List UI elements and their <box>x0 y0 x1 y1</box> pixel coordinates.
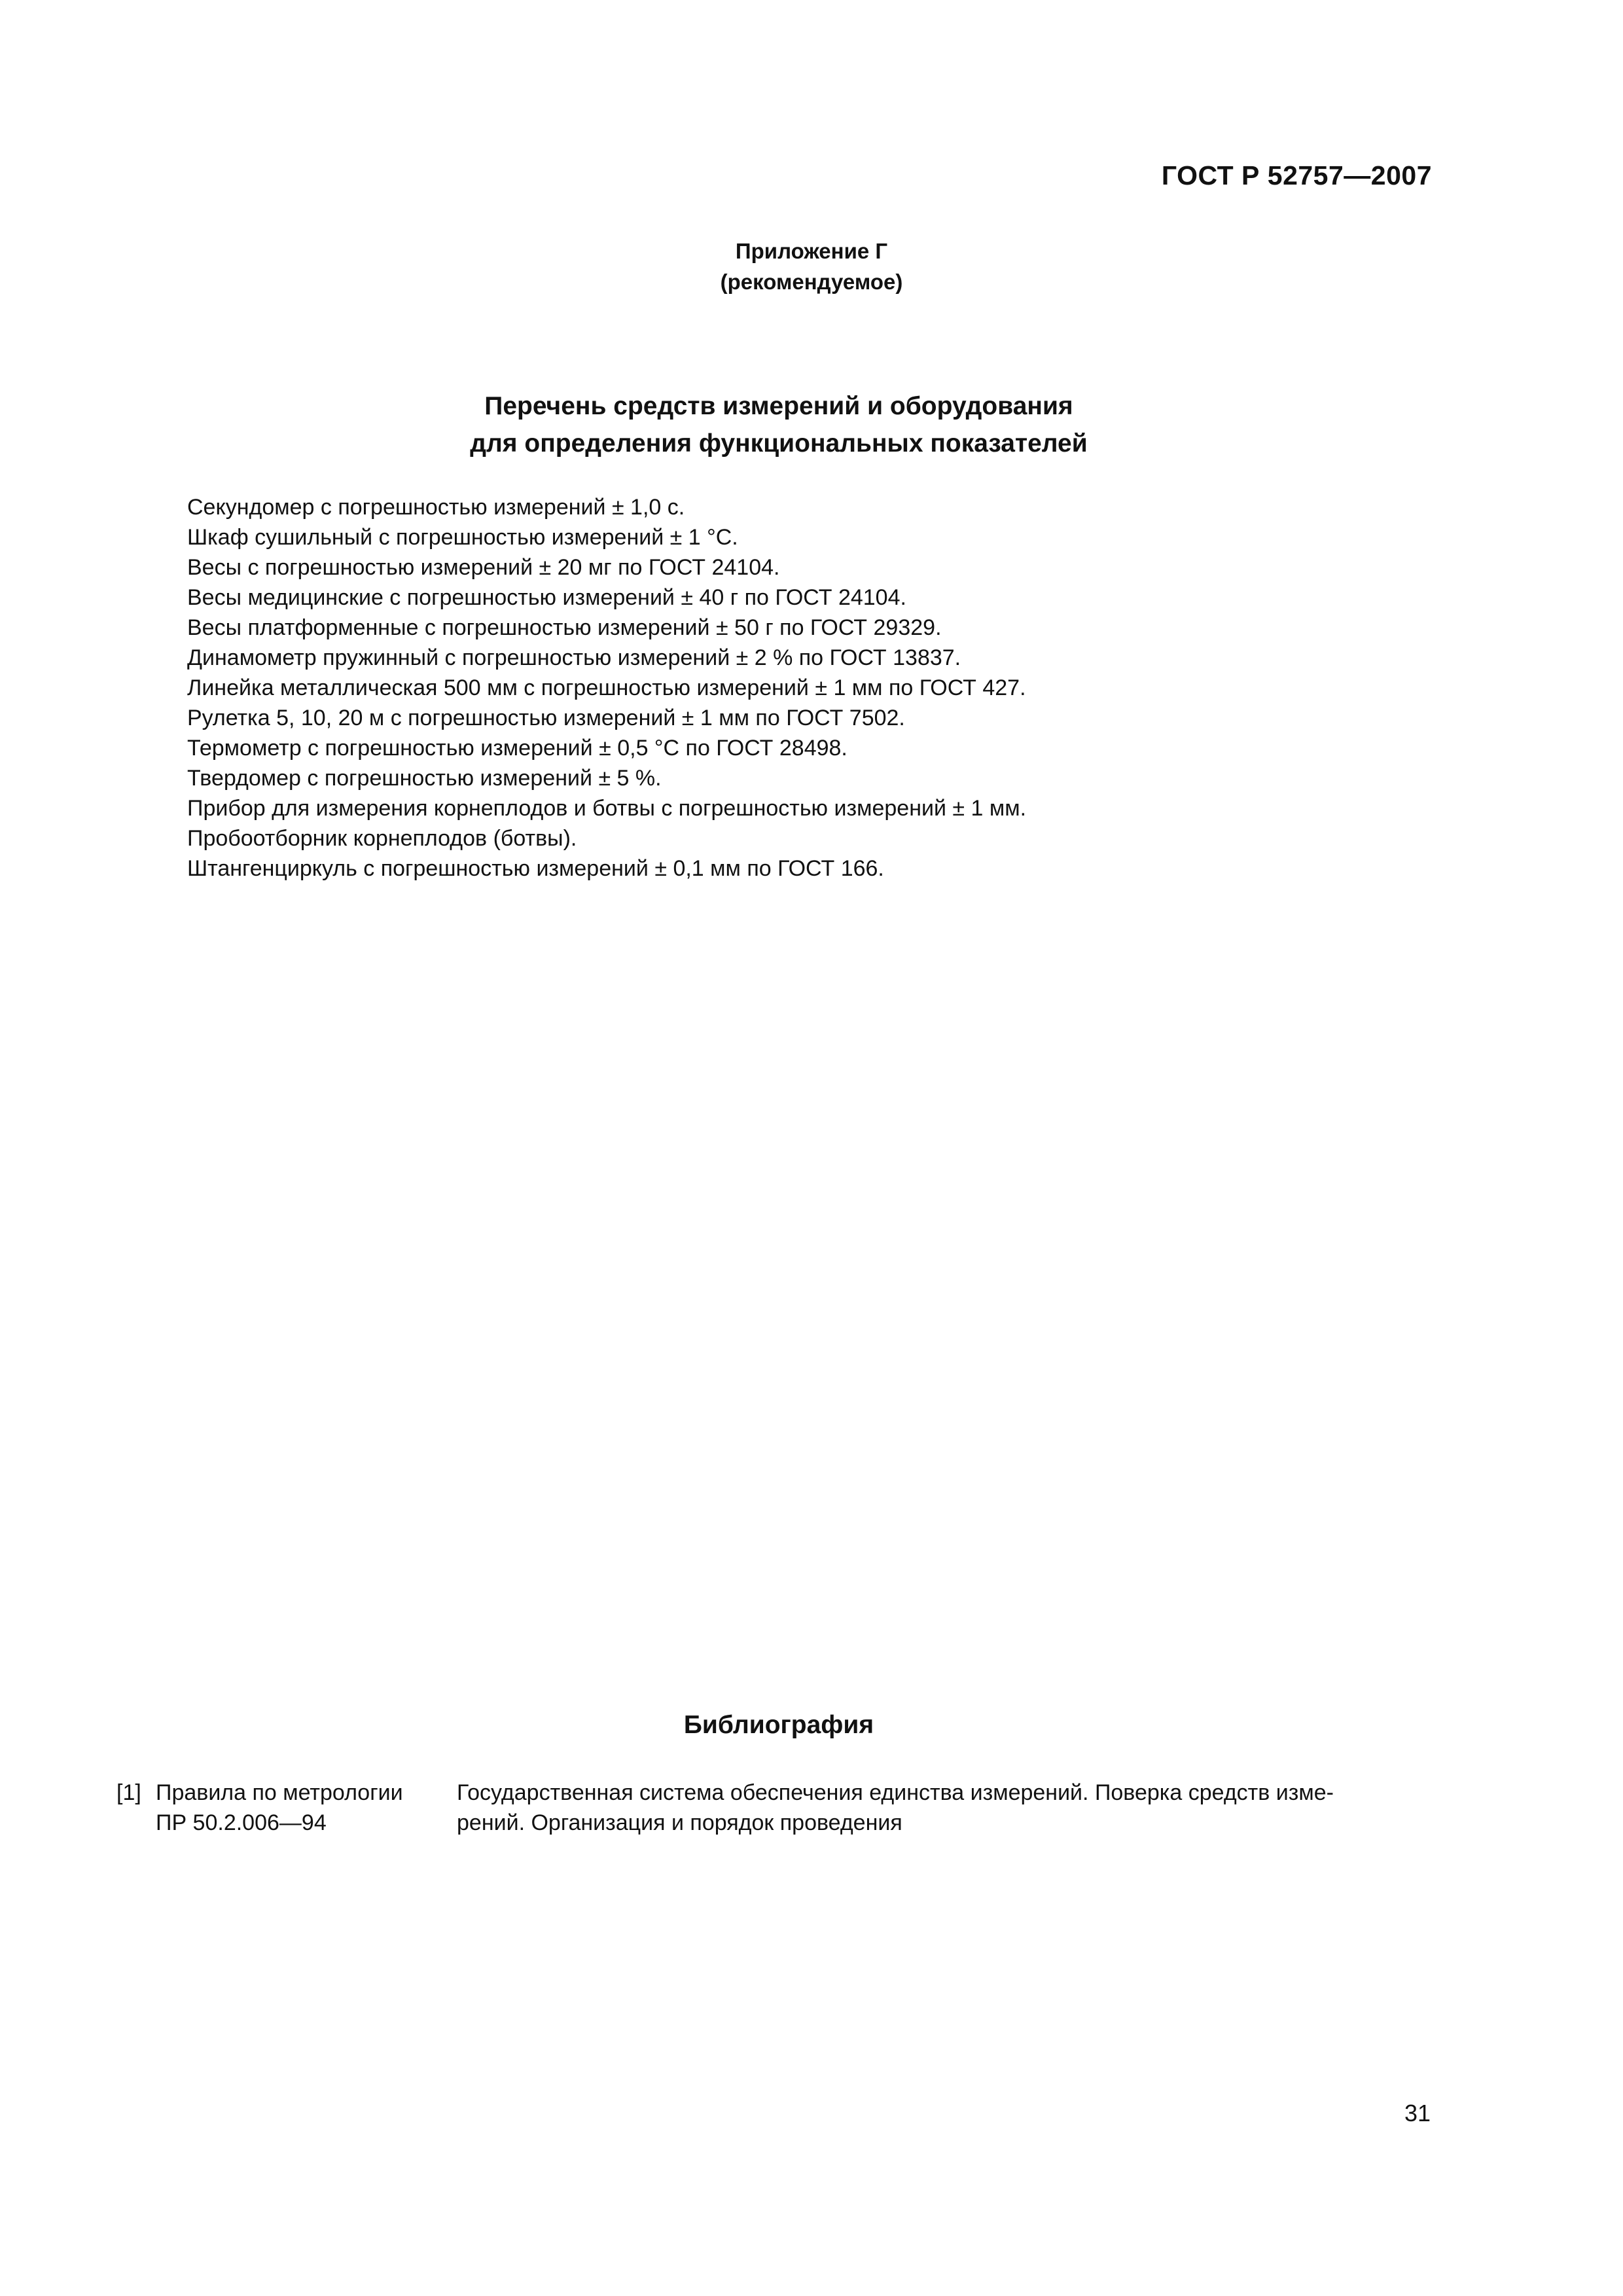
equipment-item: Весы платформенные с погрешностью измерений ± 50 г по ГОСТ 29329. <box>187 615 942 640</box>
equipment-item: Секундомер с погрешностью измерений ± 1,0 с. <box>187 495 685 520</box>
bibliography-source-line-1: Правила по метрологии <box>156 1780 403 1805</box>
document-code: ГОСТ Р 52757—2007 <box>1161 160 1432 190</box>
appendix-label: Приложение Г <box>735 239 888 263</box>
bibliography-desc-line-2: рений. Организация и порядок проведения <box>457 1810 902 1835</box>
equipment-item: Рулетка 5, 10, 20 м с погрешностью измерений ± 1 мм по ГОСТ 7502. <box>187 706 905 730</box>
equipment-item: Весы медицинские с погрешностью измерений ± 40 г по ГОСТ 24104. <box>187 585 906 610</box>
equipment-item: Весы с погрешностью измерений ± 20 мг по ГОСТ 24104. <box>187 555 780 580</box>
appendix-heading <box>0 236 1623 297</box>
equipment-item: Шкаф сушильный с погрешностью измерений ± 1 °С. <box>187 525 738 550</box>
section-title-line-2: для определения функциональных показателей <box>470 429 1088 457</box>
appendix-status: (рекомендуемое) <box>720 270 903 294</box>
section-title-line-1: Перечень средств измерений и оборудования <box>484 392 1073 420</box>
bibliography-title: Библиография <box>683 1711 874 1739</box>
section-title <box>327 387 1230 462</box>
equipment-list <box>187 492 1431 884</box>
bibliography-entry-number: [1] <box>116 1780 141 1805</box>
bibliography-desc-line-1: Государственная система обеспечения единства измерений. Поверка средств изме- <box>457 1780 1334 1805</box>
equipment-item: Линейка металлическая 500 мм с погрешностью измерений ± 1 мм по ГОСТ 427. <box>187 675 1026 700</box>
equipment-item: Твердомер с погрешностью измерений ± 5 %. <box>187 766 662 791</box>
equipment-item: Динамометр пружинный с погрешностью измерений ± 2 % по ГОСТ 13837. <box>187 645 961 670</box>
equipment-item: Термометр с погрешностью измерений ± 0,5 °С по ГОСТ 28498. <box>187 736 847 761</box>
equipment-item: Пробоотборник корнеплодов (ботвы). <box>187 826 577 851</box>
page-number: 31 <box>1404 2100 1431 2126</box>
bibliography-source-line-2: ПР 50.2.006—94 <box>156 1810 327 1835</box>
equipment-item: Штангенциркуль с погрешностью измерений ± 0,1 мм по ГОСТ 166. <box>187 856 884 881</box>
bibliography-entry-description <box>457 1778 1438 1838</box>
equipment-item: Прибор для измерения корнеплодов и ботвы с погрешностью измерений ± 1 мм. <box>187 796 1027 821</box>
